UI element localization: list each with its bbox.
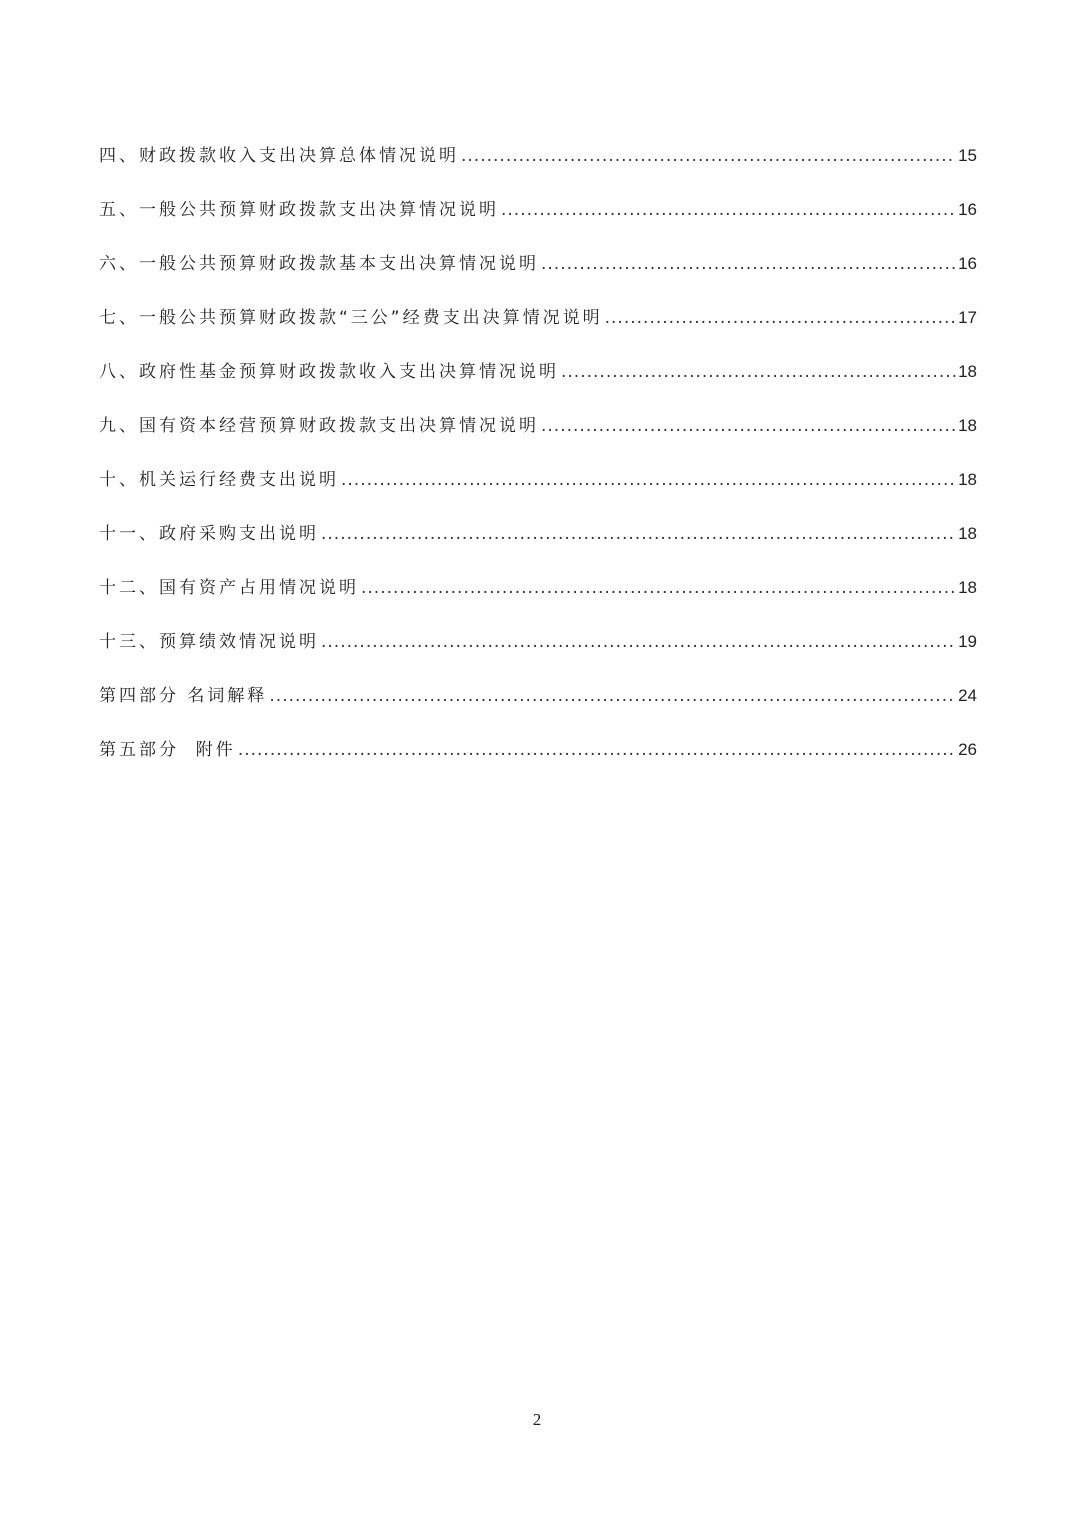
toc-entry-title: 六、一般公共预算财政拨款基本支出决算情况说明	[99, 254, 539, 274]
toc-leader-dots	[321, 524, 956, 544]
toc-entry-title: 五、一般公共预算财政拨款支出决算情况说明	[99, 200, 499, 220]
toc-entry-title: 第五部分 附件	[99, 740, 236, 760]
toc-entry-page: 19	[958, 632, 977, 651]
toc-leader-dots	[461, 146, 956, 166]
toc-entry-page: 17	[958, 308, 977, 327]
toc-entry[interactable]	[99, 249, 977, 303]
toc-entry[interactable]	[99, 573, 977, 627]
toc-entry-title: 九、国有资本经营预算财政拨款支出决算情况说明	[99, 416, 539, 436]
toc-entry-page: 18	[958, 362, 977, 381]
toc-entry-title: 四、财政拨款收入支出决算总体情况说明	[99, 146, 459, 166]
toc-leader-dots	[361, 578, 956, 598]
toc-leader-dots	[605, 308, 956, 328]
page-number: 2	[532, 1410, 542, 1429]
toc-entry[interactable]	[99, 681, 977, 735]
toc-leader-dots	[541, 416, 956, 436]
toc-entry[interactable]	[99, 411, 977, 465]
toc-entry-page: 16	[958, 200, 977, 219]
toc-entry[interactable]	[99, 465, 977, 519]
toc-entry-title: 十三、预算绩效情况说明	[99, 632, 319, 652]
toc-entry-title: 第四部分 名词解释	[99, 686, 268, 706]
toc-leader-dots	[321, 632, 956, 652]
toc-entry-title: 十二、国有资产占用情况说明	[99, 578, 359, 598]
toc-entry-title: 十、机关运行经费支出说明	[99, 470, 339, 490]
toc-leader-dots	[269, 686, 956, 706]
toc-entry-page: 18	[958, 470, 977, 489]
toc-entry-page: 15	[958, 146, 977, 165]
toc-entry[interactable]	[99, 141, 977, 195]
toc-leader-dots	[541, 254, 956, 274]
toc-leader-dots	[238, 740, 956, 760]
toc-leader-dots	[561, 362, 956, 382]
toc-entry-title: 七、一般公共预算财政拨款“三公”经费支出决算情况说明	[99, 308, 603, 328]
toc-entry-page: 24	[958, 686, 977, 705]
toc-entry-page: 18	[958, 416, 977, 435]
toc-entry[interactable]	[99, 627, 977, 681]
table-of-contents	[99, 141, 977, 789]
toc-entry-title: 八、政府性基金预算财政拨款收入支出决算情况说明	[99, 362, 559, 382]
toc-leader-dots	[501, 200, 956, 220]
toc-entry[interactable]	[99, 303, 977, 357]
toc-entry-page: 18	[958, 524, 977, 543]
toc-leader-dots	[341, 470, 956, 490]
toc-entry[interactable]	[99, 195, 977, 249]
toc-entry[interactable]	[99, 735, 977, 789]
toc-entry-title: 十一、政府采购支出说明	[99, 524, 319, 544]
toc-entry-page: 18	[958, 578, 977, 597]
toc-entry[interactable]	[99, 519, 977, 573]
toc-entry-page: 16	[958, 254, 977, 273]
toc-entry-page: 26	[958, 740, 977, 759]
toc-entry[interactable]	[99, 357, 977, 411]
